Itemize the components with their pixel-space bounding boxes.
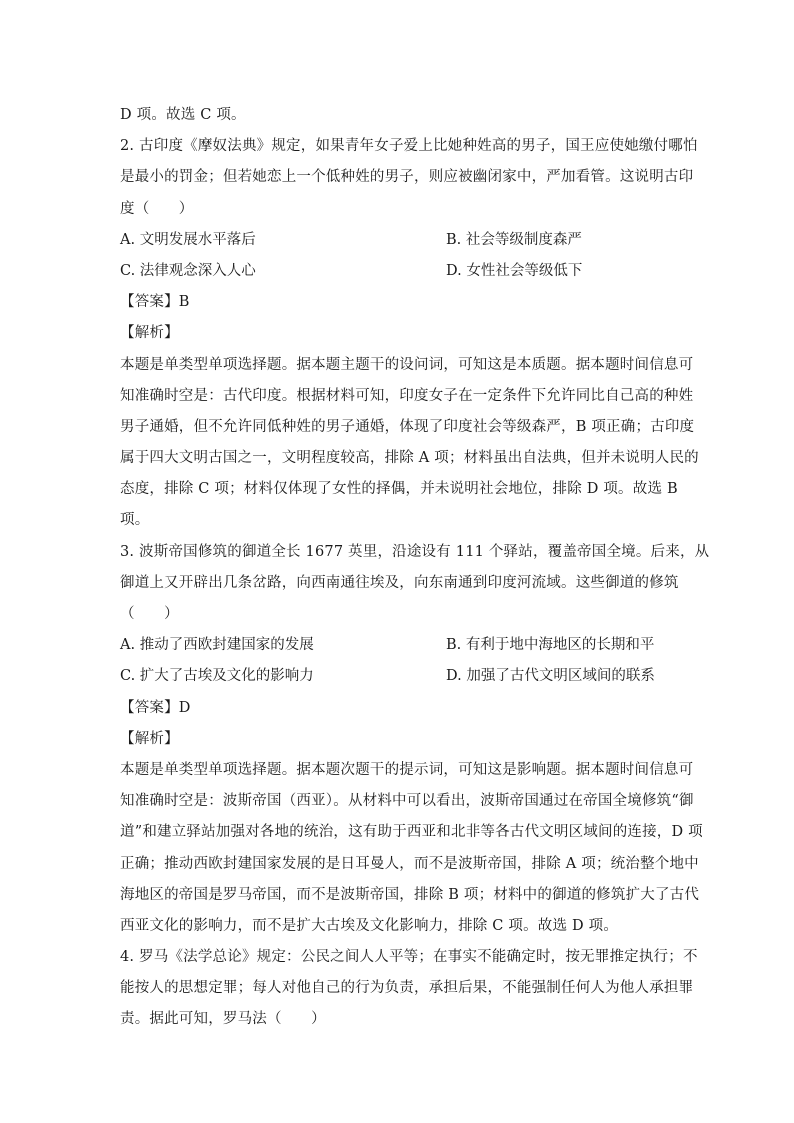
text-line: 御道上又开辟出几条岔路，向西南通往埃及，向东南通到印度河流域。这些御道的修筑	[120, 574, 679, 591]
option-right: D. 女性社会等级低下	[446, 262, 583, 279]
text-line: 知准确时空是：古代印度。根据材料可知，印度女子在一定条件下允许同比自己高的种姓	[120, 387, 694, 404]
text-line: 能按人的思想定罪；每人对他自己的行为负责，承担后果，不能强制任何人为他人承担罪	[120, 980, 694, 997]
option-right: B. 社会等级制度森严	[446, 231, 582, 248]
document-page	[120, 100, 710, 1036]
text-line: 4. 罗马《法学总论》规定：公民之间人人平等；在事实不能确定时，按无罪推定执行；不	[120, 949, 698, 966]
text-line: 男子通婚，但不允许同低种姓的男子通婚，体现了印度社会等级森严，B 项正确；古印度	[120, 418, 695, 435]
text-line: 2. 古印度《摩奴法典》规定，如果青年女子爱上比她种姓高的男子，国王应使她缴付哪怕	[120, 138, 698, 155]
text-line: 本题是单类型单项选择题。据本题次题干的提示词，可知这是影响题。据本题时间信息可	[120, 761, 694, 778]
text-line: 【解析】	[120, 325, 179, 342]
text-line: 项。	[120, 512, 150, 529]
text-line: 正确；推动西欧封建国家发展的是日耳曼人，而不是波斯帝国，排除 A 项；统治整个地中	[120, 855, 699, 872]
text-line: D 项。故选 C 项。	[120, 107, 246, 123]
text-line: 海地区的帝国是罗马帝国，而不是波斯帝国，排除 B 项；材料中的御道的修筑扩大了古代	[120, 886, 700, 903]
option-row	[120, 256, 680, 287]
text-line: 度（ ）	[120, 200, 194, 217]
option-right: B. 有利于地中海地区的长期和平	[446, 637, 655, 654]
text-line: 本题是单类型单项选择题。据本题主题干的设问词，可知这是本质题。据本题时间信息可	[120, 356, 694, 373]
text-line: 西亚文化的影响力，而不是扩大古埃及文化影响力，排除 C 项。故选 D 项。	[120, 917, 619, 934]
option-right: D. 加强了古代文明区域间的联系	[446, 668, 655, 685]
text-line: 责。据此可知，罗马法（ ）	[120, 1011, 326, 1028]
text-line: 3. 波斯帝国修筑的御道全长 1677 英里，沿途设有 111 个驿站，覆盖帝国全境。后来，从	[120, 543, 710, 560]
text-line: 【答案】D	[120, 699, 191, 716]
option-left: A. 推动了西欧封建国家的发展	[120, 637, 314, 654]
text-line: 知准确时空是：波斯帝国（西亚）。从材料中可以看出，波斯帝国通过在帝国全境修筑“御	[120, 793, 694, 810]
text-line: 【答案】B	[120, 294, 190, 311]
text-line: 是最小的罚金；但若她恋上一个低种姓的男子，则应被幽闭家中，严加看管。这说明古印	[120, 169, 694, 186]
text-line: 【解析】	[120, 730, 179, 747]
option-left: A. 文明发展水平落后	[120, 231, 256, 248]
text-line: （ ）	[120, 606, 179, 622]
text-line: 态度，排除 C 项；材料仅体现了女性的择偶，并未说明社会地位，排除 D 项。故选 B	[120, 481, 678, 498]
option-left: C. 法律观念深入人心	[120, 262, 256, 279]
option-row	[120, 225, 680, 256]
text-line: 道”和建立驿站加强对各地的统治，这有助于西亚和北非等各古代文明区域间的连接，D 项	[120, 824, 703, 841]
option-row	[120, 630, 680, 661]
option-row	[120, 661, 680, 692]
option-left: C. 扩大了古埃及文化的影响力	[120, 668, 314, 685]
text-line: 属于四大文明古国之一，文明程度较高，排除 A 项；材料虽出自法典，但并未说明人民的	[120, 450, 699, 467]
